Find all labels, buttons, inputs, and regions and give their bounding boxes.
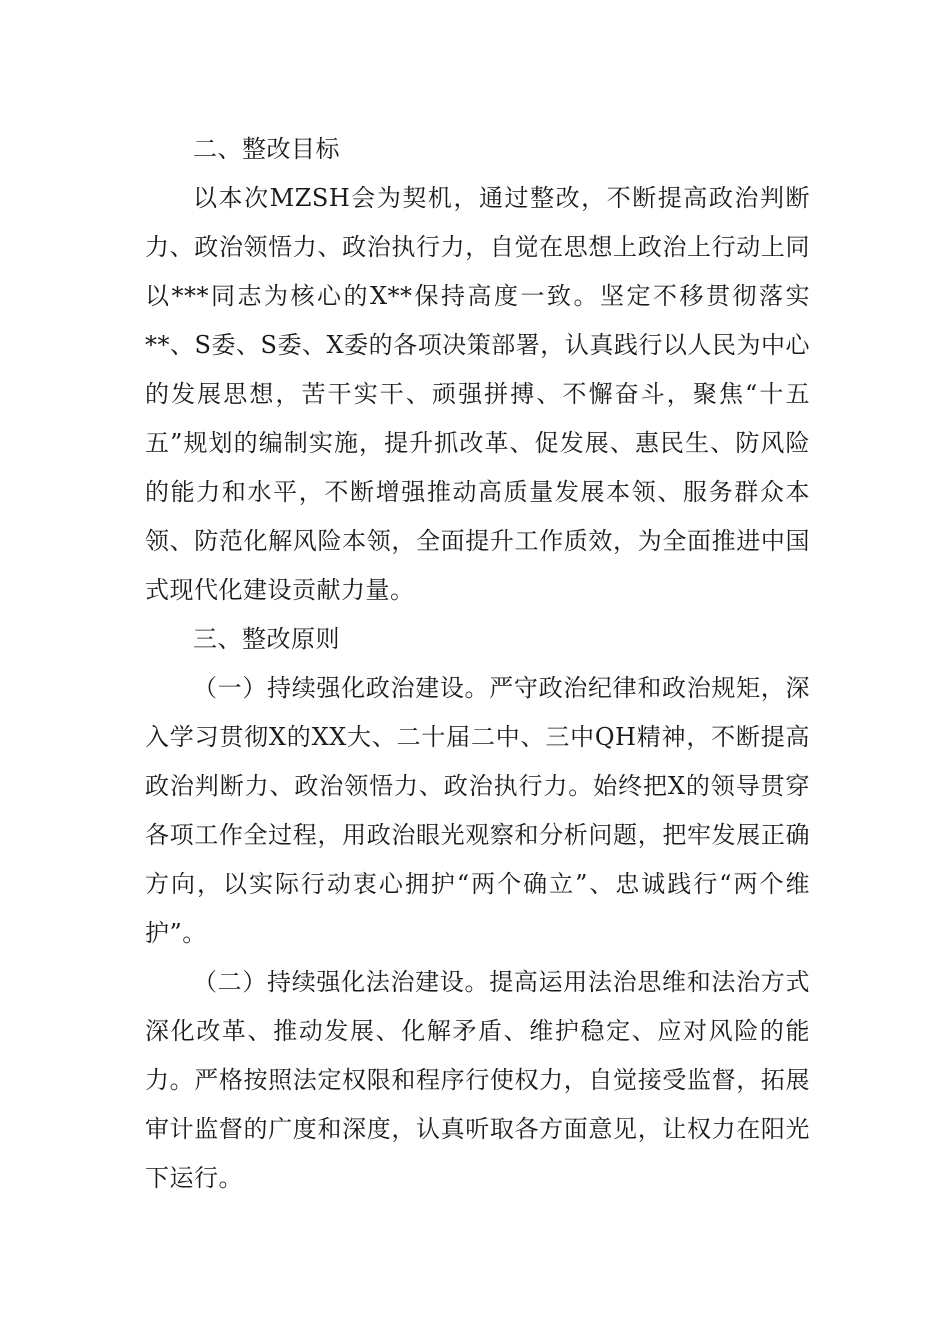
- section-heading-goals: 二、整改目标: [193, 135, 340, 163]
- section-heading-principles: 三、整改原则: [193, 625, 340, 653]
- paragraph-rule-of-law: （二）持续强化法治建设。提高运用法治思维和法治方式深化改革、推动发展、化解矛盾、维护稳定、应对风险的能力。严格按照法定权限和程序行使权力，自觉接受监督，拓展审计监督的广度和深度，认真听取各方面意见，让权力在阳光下运行。: [145, 968, 810, 1192]
- paragraph-goals: 以本次MZSH会为契机，通过整改，不断提高政治判断力、政治领悟力、政治执行力，自觉在思想上政治上行动上同以***同志为核心的X**保持高度一致。坚定不移贯彻落实**、S委、S委、X委的各项决策部署，认真践行以人民为中心的发展思想，苦干实干、顽强拼搏、不懈奋斗，聚焦“十五五”规划的编制实施，提升抓改革、促发展、惠民生、防风险的能力和水平，不断增强推动高质量发展本领、服务群众本领、防范化解风险本领，全面提升工作质效，为全面推进中国式现代化建设贡献力量。: [145, 184, 810, 604]
- document-body: [145, 125, 810, 1203]
- paragraph-political-construction: （一）持续强化政治建设。严守政治纪律和政治规矩，深入学习贯彻X的XX大、二十届二中、三中QH精神，不断提高政治判断力、政治领悟力、政治执行力。始终把X的领导贯穿各项工作全过程，用政治眼光观察和分析问题，把牢发展正确方向，以实际行动衷心拥护“两个确立”、忠诚践行“两个维护”。: [145, 674, 810, 947]
